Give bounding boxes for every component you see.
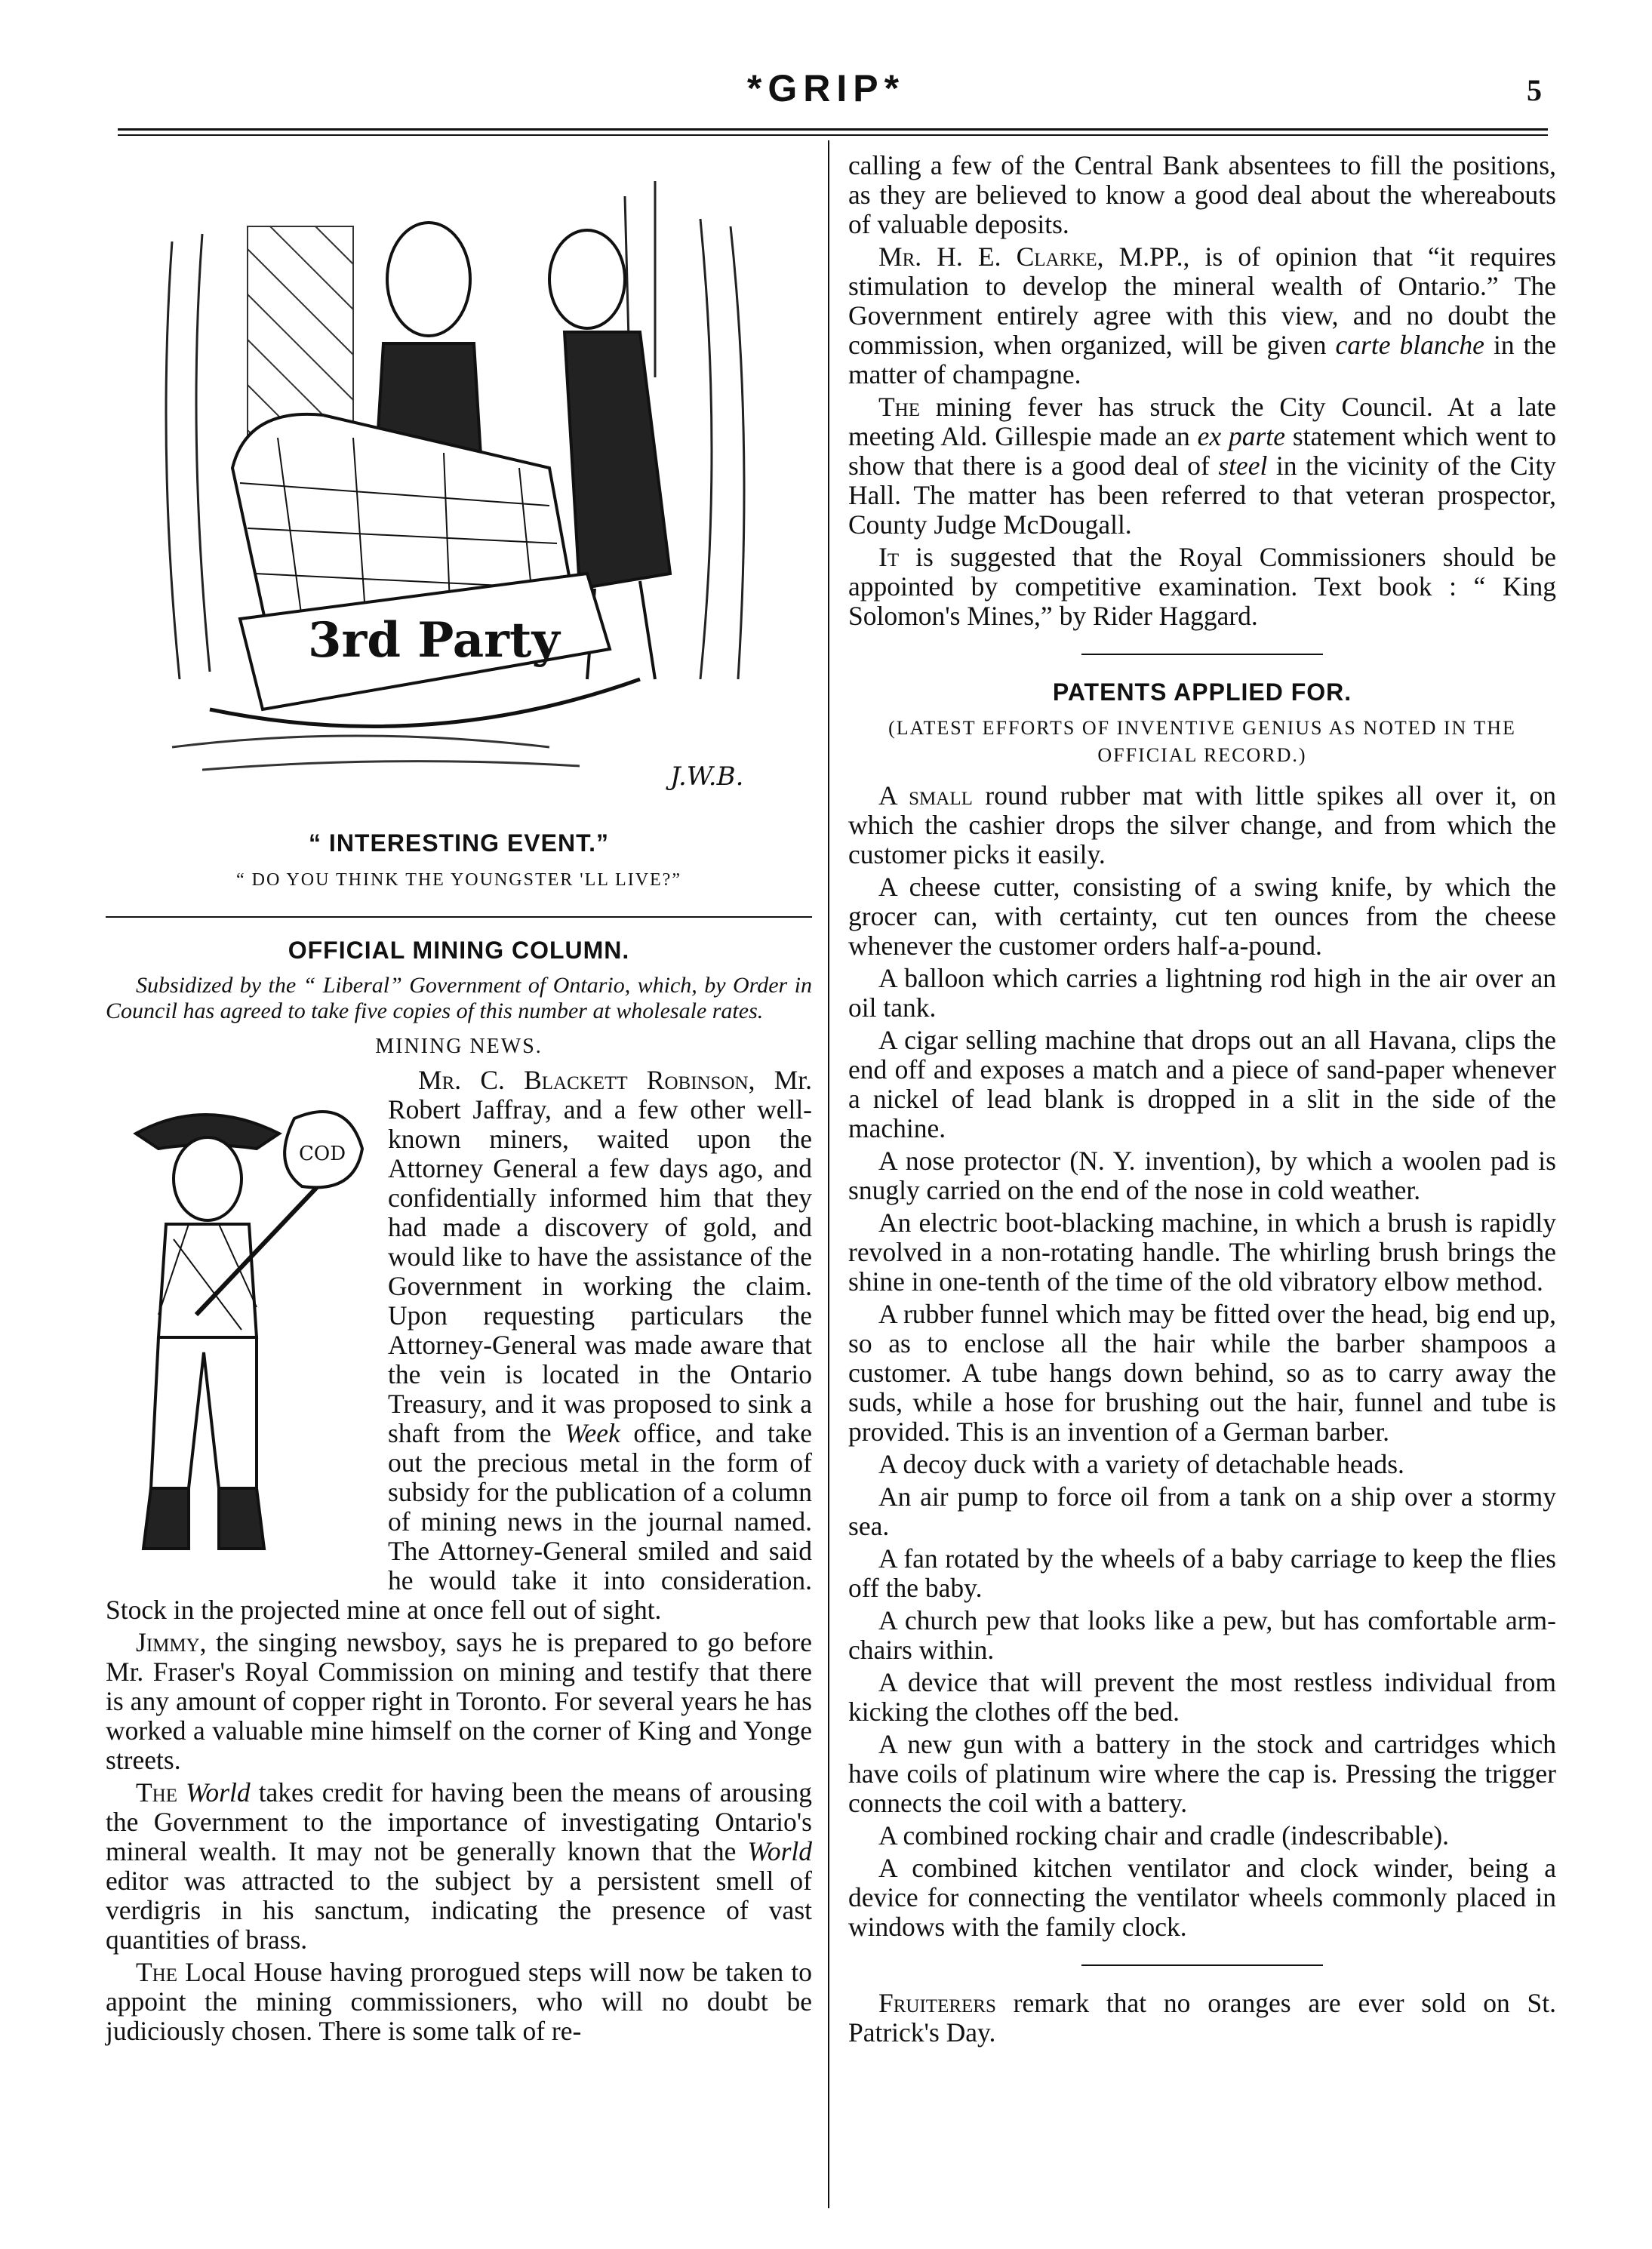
fruiterers-paragraph: Fruiterers remark that no oranges are ever sold on St. Patrick's Day.: [848, 1988, 1556, 2047]
mining-paragraph-3: The World takes credit for having been the means of arousing the Government to the importance of investigating Ontario's mineral wealth. It may not be generally known that the World editor was attracted to the subject by a persistent smell of verdigris in his sanctum, indicating the presence of vast quantities of brass.: [106, 1777, 813, 1955]
patent-item: A cheese cutter, consisting of a swing knife, by which the grocer can, with certainty, cut ten ounces from the cheese whenever the customer orders half-a-pound.: [848, 872, 1556, 961]
artist-signature: J.W.B.: [670, 761, 744, 792]
header-rule: [118, 128, 1548, 136]
section-rule: [106, 916, 812, 918]
patent-item: A nose protector (N. Y. invention), by which a woolen pad is snugly carried on the end of the nose in cold weather.: [848, 1146, 1556, 1205]
cartoon-subcaption: “ DO YOU THINK THE YOUNGSTER 'LL LIVE?”: [235, 870, 681, 890]
subsidy-note: Subsidized by the “ Liberal” Government of Ontario, which, by Order in Council has agreed to take five copies of this number at wholesale rates.: [106, 973, 812, 1023]
section-rule-short-2: [1081, 1964, 1323, 1966]
patent-item: A balloon which carries a lightning rod high in the air over an oil tank.: [848, 963, 1556, 1023]
section-rule-short: [1081, 654, 1323, 655]
mining-paragraph-4: The Local House having prorogued steps will now be taken to appoint the mining commissioners, who will no doubt be judiciously chosen. There is some talk of re-: [106, 1957, 812, 2046]
cartoon-illustration: [127, 151, 791, 815]
patent-item: A decoy duck with a variety of detachable heads.: [878, 1449, 1404, 1479]
patent-item: A new gun with a battery in the stock and cartridges which have coils of platinum wire where the cap is. Pressing the trigger connects the coil with a battery.: [848, 1729, 1556, 1818]
cartoon-caption: “ INTERESTING EVENT.”: [309, 829, 609, 857]
mining-paragraph-5: calling a few of the Central Bank absentees to fill the positions, as they are believed to know a good deal about the whereabouts of valuable deposits.: [848, 150, 1556, 239]
patent-item: A combined kitchen ventilator and clock winder, being a device for connecting the ventilator wheels commonly placed in windows with the family clock.: [848, 1853, 1556, 1942]
patents-note: (LATEST EFFORTS OF INVENTIVE GENIUS AS NOTED IN THE OFFICIAL RECORD.): [888, 717, 1516, 766]
page-number: 5: [1527, 73, 1542, 107]
patent-item: A cigar selling machine that drops out an all Havana, clips the end off and exposes a match and a piece of sand-paper whenever a nickel of lead blank is dropped in a slit in the side of the machine.: [848, 1025, 1556, 1143]
patent-item: An air pump to force oil from a tank on a ship over a stormy sea.: [848, 1481, 1556, 1541]
cradle-sign-text: 3rd Party: [308, 612, 560, 669]
patent-item: An electric boot-blacking machine, in which a brush is rapidly revolved in a non-rotating handle. The whirling brush brings the shine in one-tenth of the time of the old vibratory elbow method.: [848, 1208, 1556, 1297]
mining-paragraph-1: Mr. C. Blackett Robinson, Mr. Robert Jaffray, and a few other well-known miners, waited upon the Attorney General a few days ago, and confidentially informed him that they had made a discovery of gold, and would like to have the assistance of the Government in working the claim. Upon requesting particulars the Attorney-General was made aware that the vein is located in the Ontario Treasury, and it was proposed to sink a shaft from the Week office, and take out the precious metal in the form of subsidy for the publication of a column of mining news in the journal named. The Attorney-General smiled and said he would take it into consideration. Stock in the projected mine at once fell out of sight.: [106, 1065, 813, 1625]
mining-column-heading: OFFICIAL MINING COLUMN.: [288, 937, 630, 964]
column-divider: [828, 140, 829, 2208]
mining-news-subheading: MINING NEWS.: [375, 1035, 543, 1058]
left-column: [106, 151, 812, 2046]
mining-paragraph-8: It is suggested that the Royal Commissioners should be appointed by competitive examination. Text book : “ King Solomon's Mines,” by Rider Haggard.: [848, 542, 1556, 631]
mining-paragraph-2: Jimmy, the singing newsboy, says he is prepared to go before Mr. Fraser's Royal Commission on mining and testify that there is any amount of copper right in Toronto. For several years he has worked a valuable mine himself on the corner of King and Yonge streets.: [106, 1627, 812, 1775]
patent-item: A church pew that looks like a pew, but has comfortable arm-chairs within.: [848, 1605, 1556, 1665]
patent-item: A device that will prevent the most restless individual from kicking the clothes off the bed.: [848, 1667, 1556, 1727]
patents-heading: PATENTS APPLIED FOR.: [1052, 678, 1352, 706]
miner-illustration: [106, 1066, 377, 1564]
mining-paragraph-7: The mining fever has struck the City Council. At a late meeting Ald. Gillespie made an ex parte statement which went to show that there is a good deal of steel in the vicinity of the City Hall. The matter has been referred to that veteran prospector, County Judge McDougall.: [848, 392, 1556, 540]
masthead-title: *GRIP*: [746, 67, 906, 109]
patent-item: A rubber funnel which may be fitted over the head, big end up, so as to enclose all the hair while the barber shampoos a customer. A tube hangs down behind, so as to carry away the suds, while a hose for brushing out the hair, funnel and tube is provided. This is an invention of a German barber.: [848, 1299, 1556, 1447]
patent-item: A fan rotated by the wheels of a baby carriage to keep the flies off the baby.: [848, 1543, 1556, 1603]
patents-list: [848, 781, 1556, 1942]
patent-item: A combined rocking chair and cradle (indescribable).: [878, 1820, 1450, 1851]
boulder-label: COD: [299, 1143, 346, 1165]
mining-paragraph-6: Mr. H. E. Clarke, M.PP., is of opinion that “it requires stimulation to develop the mineral wealth of Ontario.” The Government entirely agree with this view, and no doubt the commission, when organized, will be given carte blanche in the matter of champagne.: [848, 242, 1557, 389]
right-column: [848, 151, 1556, 2047]
patent-item-first: A small round rubber mat with little spikes all over it, on which the cashier drops the silver change, and from which the customer picks it easily.: [848, 780, 1556, 869]
